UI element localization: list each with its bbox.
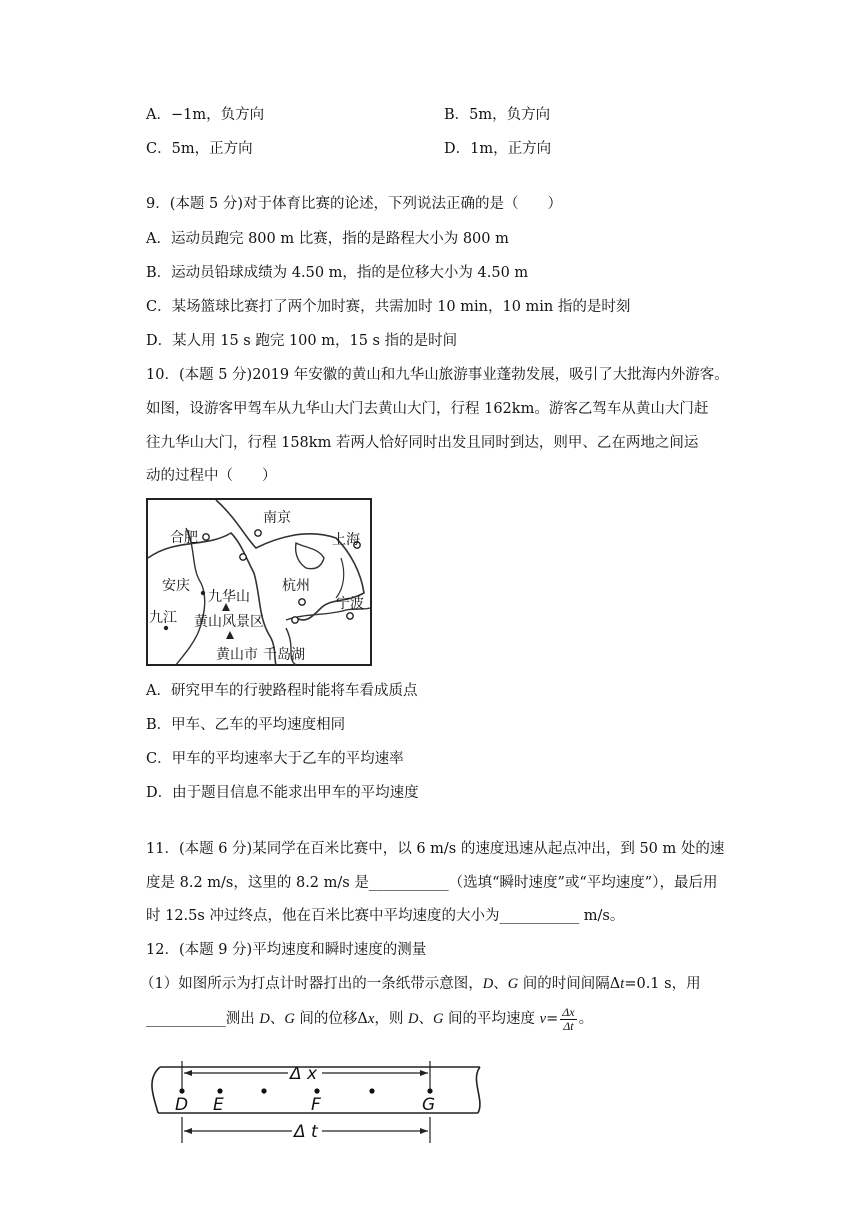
point-g: G	[507, 976, 519, 992]
tape-label-d: D	[175, 1095, 189, 1115]
q8-option-d: D．1m，正方向	[444, 141, 552, 157]
q12-part1-line-2	[146, 1004, 593, 1034]
q8-option-a: A．−1m，负方向	[146, 107, 265, 123]
q9-option-b: B．运动员铅球成绩为 4.50 m，指的是位移大小为 4.50 m	[146, 265, 529, 281]
tourism-map-figure	[146, 498, 372, 668]
var-v: v	[539, 1011, 547, 1027]
q11-line-3: 时 12.5s 冲过终点，他在百米比赛中平均速度的大小为___________ m/s。	[146, 908, 625, 924]
tape-label-dt: Δ t	[294, 1122, 318, 1142]
tape-label-f: F	[311, 1095, 321, 1115]
map-label-nanjing: 南京	[263, 510, 291, 526]
q12-text: ___________测出	[146, 1011, 260, 1027]
q8-option-b: B．5m，负方向	[444, 107, 551, 123]
q10-stem-line-4: 动的过程中（ ）	[146, 468, 277, 484]
map-label-hangzhou: 杭州	[282, 578, 310, 594]
fraction-numerator: Δx	[562, 1004, 575, 1019]
tape-label-g: G	[422, 1095, 436, 1115]
q12-text: =0.1 s，用	[624, 976, 701, 992]
q12-text: 间的位移Δ	[294, 1011, 368, 1027]
q12-text: 、	[418, 1011, 433, 1027]
q9-option-a: A．运动员跑完 800 m 比赛，指的是路程大小为 800 m	[146, 231, 509, 247]
average-velocity-fraction	[560, 1006, 576, 1033]
q11-line-1: 11．(本题 6 分)某同学在百米比赛中，以 6 m/s 的速度迅速从起点冲出，到 50 m 处的速	[146, 841, 725, 857]
q12-part1-line-1	[140, 975, 701, 993]
map-label-huangshan-city: 黄山市	[216, 647, 258, 663]
q12-text: 。	[578, 1011, 594, 1027]
q10-stem-line-3: 往九华山大门，行程 158km 若两人恰好同时出发且同时到达，则甲、乙在两地之间运	[146, 435, 699, 451]
q9-option-d: D．某人用 15 s 跑完 100 m，15 s 指的是时间	[146, 333, 458, 349]
paper-tape-figure	[140, 1055, 490, 1147]
q8-option-c: C．5m，正方向	[146, 141, 253, 157]
q10-option-d: D．由于题目信息不能求出甲车的平均速度	[146, 785, 419, 801]
q12-text: ，则	[374, 1011, 408, 1027]
map-label-anqing: 安庆	[162, 578, 190, 594]
q10-stem-line-1: 10．(本题 5 分)2019 年安徽的黄山和九华山旅游事业蓬勃发展，吸引了大批海内外游客。	[146, 367, 729, 383]
q10-option-c: C．甲车的平均速率大于乙车的平均速率	[146, 751, 404, 767]
q12-text: 间的时间间隔Δ	[518, 976, 621, 992]
var-t: t	[620, 976, 625, 992]
q12-text: =	[546, 1011, 559, 1027]
point-g: G	[284, 1011, 295, 1027]
map-label-qiandaohu: 千岛湖	[263, 647, 305, 663]
tape-label-e: E	[213, 1095, 224, 1115]
point-d: D	[259, 1011, 270, 1027]
q12-stem: 12．(本题 9 分)平均速度和瞬时速度的测量	[146, 942, 427, 958]
var-x: x	[367, 1011, 375, 1027]
map-label-jiuhuashan: 九华山	[208, 589, 250, 605]
point-d: D	[482, 976, 494, 992]
q9-stem: 9．(本题 5 分)对于体育比赛的论述，下列说法正确的是（ ）	[146, 196, 562, 212]
map-label-hefei: 合肥	[170, 530, 198, 546]
map-label-jiujiang: 九江	[149, 610, 177, 626]
q12-text: 、	[269, 1011, 285, 1027]
point-g: G	[432, 1011, 444, 1027]
q10-option-b: B．甲车、乙车的平均速度相同	[146, 717, 346, 733]
q11-line-2: 度是 8.2 m/s，这里的 8.2 m/s 是___________（选填“瞬时速度”或“平均速度”），最后用	[146, 875, 718, 891]
fraction-denominator: Δt	[563, 1018, 574, 1033]
q12-text: 间的平均速度	[443, 1011, 540, 1027]
point-d: D	[407, 1011, 419, 1027]
tape-label-dx: Δ x	[290, 1064, 318, 1084]
map-label-shanghai: 上海	[332, 532, 360, 548]
q10-stem-line-2: 如图，设游客甲驾车从九华山大门去黄山大门，行程 162km。游客乙驾车从黄山大门赶	[146, 401, 709, 417]
map-label-ningbo: 宁波	[336, 596, 364, 612]
q12-text: 、	[493, 976, 508, 992]
q10-option-a: A．研究甲车的行驶路程时能将车看成质点	[146, 683, 418, 699]
q9-option-c: C．某场篮球比赛打了两个加时赛，共需加时 10 min，10 min 指的是时刻	[146, 299, 631, 315]
map-label-huangshan-scenic: 黄山风景区	[194, 614, 264, 630]
q12-text: （1）如图所示为打点计时器打出的一条纸带示意图，	[140, 976, 483, 992]
